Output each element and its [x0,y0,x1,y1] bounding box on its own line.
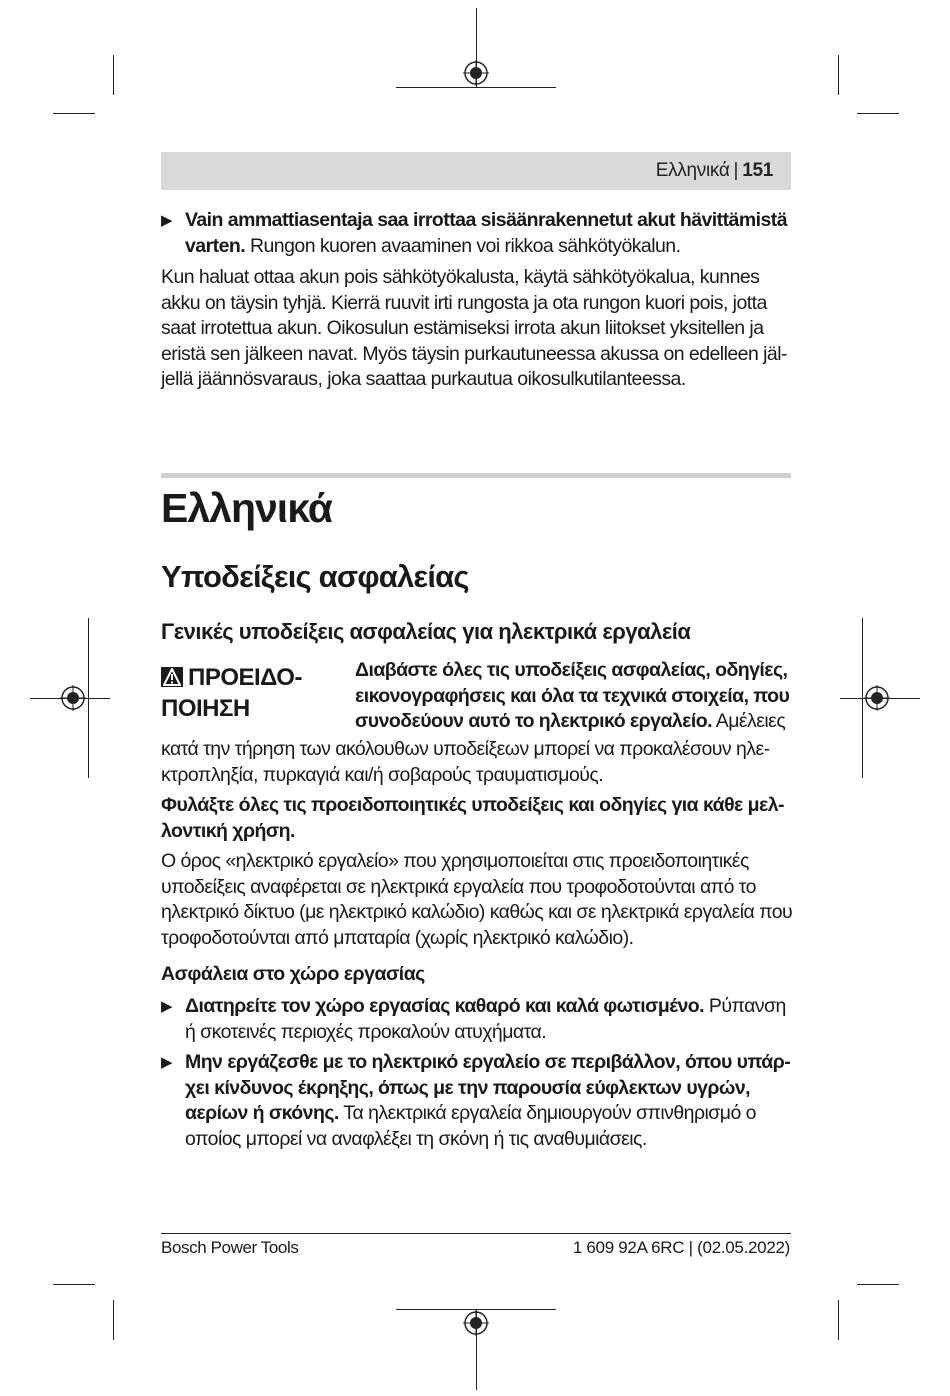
finnish-paragraph: Kun haluat ottaa akun pois sähkötyökalusta, käytä sähkötyökalua, kunnes akku on täysin tyhjä. Kierrä ruuvit irti rungosta ja ota rungon kuori pois, jotta saat irrotettua akun. Oikosulun estämiseksi irrota akun liitokset yksitellen ja eristä sen jälkeen navat. Myös täysin purkautuneessa akussa on edelleen jäljellä jäännösvaraus, joka saattaa purkautua oikosulkutilanteessa. [161,266,788,391]
registration-mark-icon [60,685,86,711]
finnish-bullet [161,208,793,259]
registration-mark-icon [463,1310,489,1336]
crop-mark [53,113,95,114]
footer-brand: Bosch Power Tools [161,1238,299,1257]
crop-mark [862,618,863,778]
keep-instructions [161,793,793,844]
workplace-bullet-1 [161,994,793,1045]
warning-triangle-icon [161,667,183,687]
header-language: Ελληνικά [655,160,730,181]
language-title: Ελληνικά [161,485,332,531]
term-paragraph: Ο όρος «ηλεκτρικό εργαλείο» που χρησιμοποιείται στις προειδοποιητικές υποδείξεις αναφέρεται σε ηλεκτρικά εργαλεία που τροφοδοτούνται από το ηλεκτρικό δίκτυο (με ηλεκτρικό καλώδιο) καθώς και σε ηλεκτρικά εργαλεία που τροφοδοτούνται από μπαταρία (χωρίς ηλεκτρικό καλώδιο). [161,850,793,949]
warning-label [161,662,302,724]
triangle-right-icon: ▶ [161,212,172,229]
crop-mark [838,1300,839,1340]
registration-mark-icon [463,60,489,86]
crop-mark [857,113,899,114]
crop-mark [113,1300,114,1340]
section-divider [161,473,791,478]
crop-mark [88,618,89,778]
bullet2-rest: Τα ηλεκτρικά εργαλεία δημιουργούν σπινθηρισμό ο οποίος μπορεί να αναφλέξει τη σκόνη ή τις αναθυμιάσεις. [185,1102,756,1150]
page-header [161,152,791,190]
warning-rest-1: Αμέλειες [711,710,786,733]
workplace-bullet-2 [161,1050,793,1152]
bullet2-bold: Μην εργάζεσθε με το ηλεκτρικό εργαλείο σε περιβάλλον, όπου υπάρχει κίνδυνος έκρηξης, όπως με την παρουσία εύφλεκτων υγρών, αερίων ή σκόνης. [185,1051,791,1125]
finnish-bullet-rest: Rungon kuoren avaaminen voi rikkoa sähkötyökalun. [245,234,681,257]
triangle-right-icon: ▶ [161,998,172,1015]
registration-mark-icon [864,685,890,711]
bullet1-bold: Διατηρείτε τον χώρο εργασίας καθαρό και καλά φωτισμένο. [185,995,705,1017]
subsection-title: Γενικές υποδείξεις ασφαλείας για ηλεκτρικά εργαλεία [161,619,691,644]
footer-divider [161,1233,791,1234]
crop-mark [113,55,114,95]
crop-mark [857,1284,899,1285]
warning-label-line1: ΠΡΟΕΙΔΟ- [188,664,302,691]
bullet1-rest: Ρύπανση ή σκοτεινές περιοχές προκαλούν ατυχήματα. [185,995,786,1043]
crop-mark [838,55,839,95]
workplace-heading: Ασφάλεια στο χώρο εργασίας [161,963,425,985]
keep-instructions-bold: Φυλάξτε όλες τις προειδοποιητικές υποδείξεις και οδηγίες για κάθε μελλοντική χρήση. [161,794,785,842]
header-text: Ελληνικά | 151 [655,160,773,181]
finnish-bullet-bold: Vain ammattiasentaja saa irrottaa sisäänrakennetut akut hävittämistä varten. [185,209,788,257]
crop-mark [396,87,556,88]
warning-label-line2: ΠΟΙΗΣΗ [161,695,250,722]
warning-continuation: κατά την τήρηση των ακόλουθων υποδείξεων μπορεί να προκαλέσουν ηλεκτροπληξία, πυρκαγιά και/ή σοβαρούς τραυματισμούς. [161,738,771,786]
crop-mark [53,1284,95,1285]
footer-doc-id: 1 609 92A 6RC | (02.05.2022) [572,1238,790,1257]
warning-bold: Διαβάστε όλες τις υποδείξεις ασφαλείας, οδηγίες, εικονογραφήσεις και όλα τα τεχνικά στοιχεία, που συνοδεύουν αυτό το ηλεκτρικό εργαλείο. [355,659,790,733]
triangle-right-icon: ▶ [161,1054,172,1071]
page-number: 151 [742,160,773,181]
warning-text [355,658,795,735]
section-title: Υποδείξεις ασφαλείας [161,559,469,594]
